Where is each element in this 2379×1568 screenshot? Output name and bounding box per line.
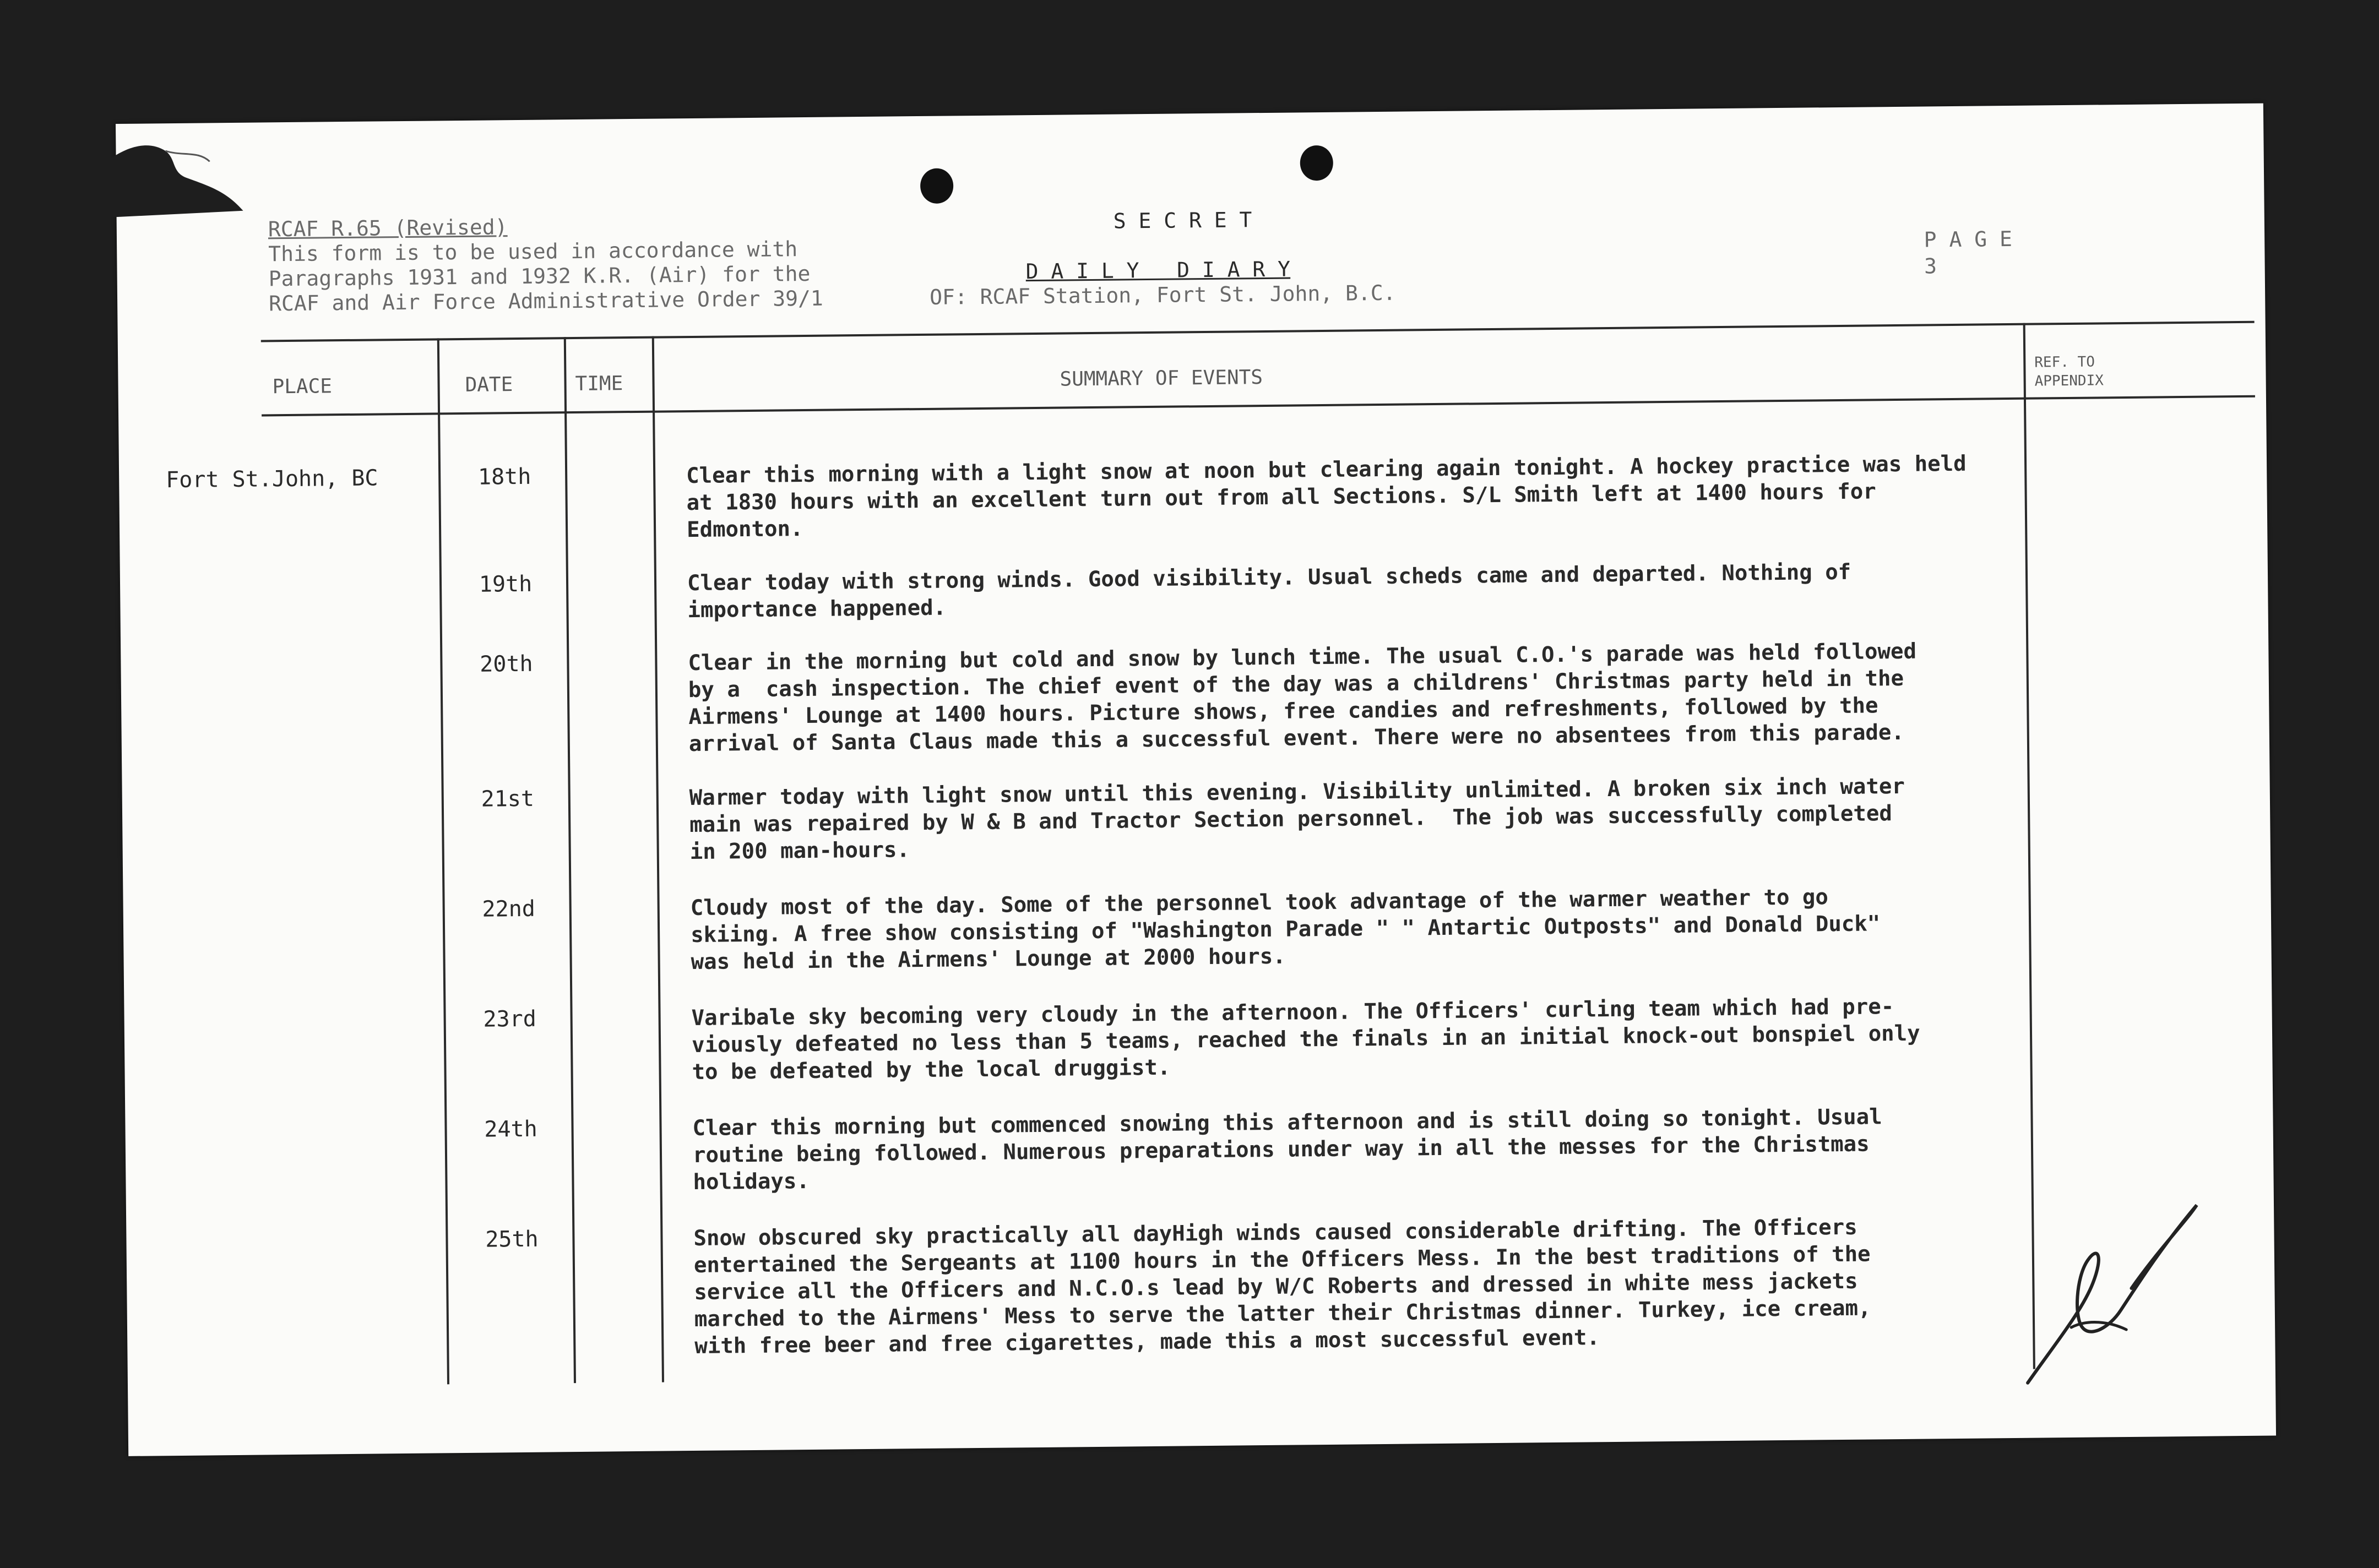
diary-title: D A I L Y D I A R Y [1025,257,1291,284]
column-divider-time [652,336,664,1382]
entry-date: 18th [477,464,531,490]
column-header-date: DATE [465,373,513,396]
entry-text: Clear in the morning but cold and snow by lunch time. The usual C.O.'s parade was held followed by a cash inspection. The chief event of the day was a childrens' Christmas party held in the Airmens' Lounge at 1400 hours. Picture shows, free candies and refreshments, followed by the arrival of Santa Claus made this a successful event. There were no absentees from this parade. [688,639,1917,757]
place-value: Fort St.John, BC [165,465,378,493]
entry-date: 25th [485,1226,539,1253]
column-header-time: TIME [575,372,623,396]
page-number: 3 [1924,254,1937,279]
entry-date: 19th [479,571,533,597]
entry-text: Clear this morning with a light snow at noon but clearing again tonight. A hockey practice was held at 1830 hours with an excellent turn out from all Sections. S/L Smith left at 1400 hours for Edmonton. [686,451,1967,543]
entry-text: Clear this morning but commenced snowing this afternoon and is still doing so tonight. Usual routine being followed. Numerous preparations under way in all the messes for the Christmas holidays. [692,1104,1882,1195]
entry-date: 23rd [483,1006,537,1032]
table-top-rule [261,321,2255,342]
table-header-rule [262,395,2255,417]
entry-text: Snow obscured sky practically all dayHigh winds caused considerable drifting. The Officers entertained the Sergeants at 1100 hours in the Officers Mess. In the best traditions of the service all the Officers and N.C.O.s lead by W/C Roberts and dressed in white mess jackets marched to the Airmens' Mess to serve the latter their Christmas dinner. Turkey, ice cream, with free beer and free cigarettes, made this a most successful event. [693,1215,1871,1359]
column-header-summary: SUMMARY OF EVENTS [1060,366,1263,391]
column-header-ref: REF. TO APPENDIX [2034,353,2104,390]
diary-page [116,104,2276,1456]
entry-text: Varibale sky becoming very cloudy in the afternoon. The Officers' curling team which had pre- viously defeated no less than 5 teams, reached the finals in an initial knock-out bonspiel only to be defeated by the local druggist. [691,994,1920,1085]
entry-date: 24th [484,1116,537,1142]
column-divider-place [437,338,449,1384]
entry-date: 21st [481,786,535,812]
classification: S E C R E T [1113,208,1252,233]
page-number-block [1873,199,2013,306]
form-instruction-3: RCAF and Air Force Administrative Order 39/1 [268,286,823,316]
entry-date: 22nd [482,896,536,922]
form-id: RCAF R.65 (Revised) [268,215,508,242]
entry-text: Clear today with strong winds. Good visibility. Usual scheds came and departed. Nothing of importance happened. [687,559,1851,623]
entry-text: Cloudy most of the day. Some of the personnel took advantage of the warmer weather to go skiing. A free show consisting of "Washington Parade " " Antartic Outposts" and Donald Duck" was held in the Airmens' Lounge at 2000 hours. [690,885,1881,975]
station-name: OF: RCAF Station, Fort St. John, B.C. [929,280,1396,309]
page-label: P A G E [1924,226,2013,252]
entry-date: 20th [480,651,533,677]
form-instruction-1: This form is to be used in accordance with [268,237,798,266]
entry-text: Warmer today with light snow until this evening. Visibility unlimited. A broken six inch water main was repaired by W & B and Tractor Section personnel. The job was successfully completed in 200 man-hours. [689,774,1905,865]
column-header-place: PLACE [272,375,333,399]
punch-hole-left [920,168,954,204]
punch-hole-right [1300,145,1333,181]
form-instruction-2: Paragraphs 1931 and 1932 K.R. (Air) for the [268,261,811,291]
torn-corner [105,139,243,217]
handwritten-initials [2020,1200,2204,1400]
